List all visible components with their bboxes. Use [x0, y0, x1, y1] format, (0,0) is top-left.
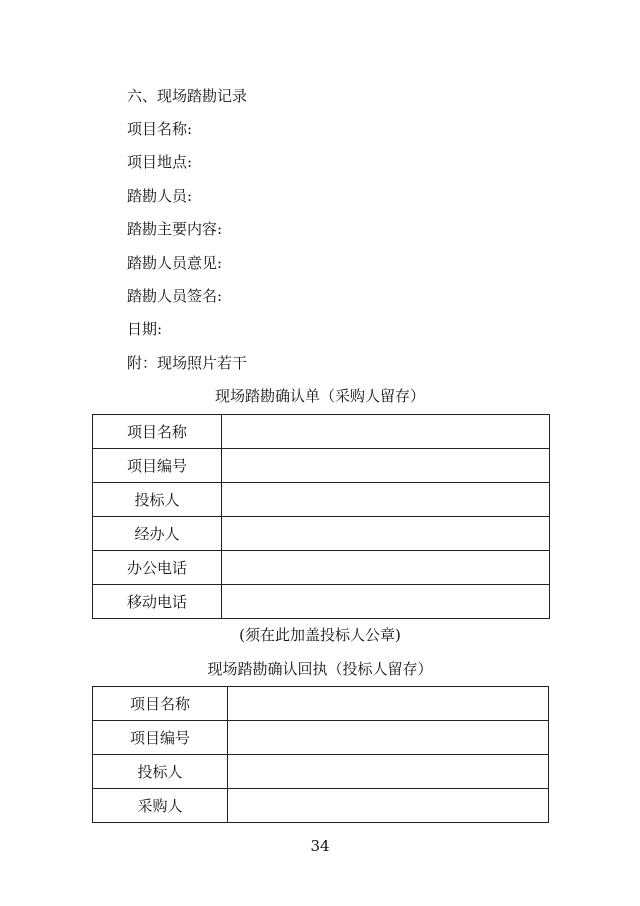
table-row — [93, 517, 550, 551]
table-row — [93, 721, 549, 755]
confirmation-form-title: 现场踏勘确认单（采购人留存） — [214, 387, 425, 405]
table-row — [93, 415, 550, 449]
field-survey-personnel: 踏勘人员: — [127, 187, 193, 205]
receipt-project-name-field[interactable] — [228, 687, 549, 721]
row-label: 办公电话 — [93, 551, 222, 585]
table-row — [93, 789, 549, 823]
office-phone-field[interactable] — [222, 551, 550, 585]
row-label: 采购人 — [93, 789, 228, 823]
confirmation-form-table — [92, 414, 550, 619]
seal-note: (须在此加盖投标人公章) — [239, 626, 401, 644]
table-row — [93, 483, 550, 517]
project-name-field[interactable] — [222, 415, 550, 449]
receipt-purchaser-field[interactable] — [228, 789, 549, 823]
field-attachment: 附：现场照片若干 — [127, 354, 248, 372]
row-label: 经办人 — [93, 517, 222, 551]
row-label: 项目名称 — [93, 687, 228, 721]
receipt-form-table — [92, 686, 549, 823]
section-heading: 六、现场踏勘记录 — [127, 87, 248, 105]
field-personnel-signature: 踏勘人员签名: — [127, 287, 223, 305]
table-row — [93, 687, 549, 721]
row-label: 项目名称 — [93, 415, 222, 449]
field-date: 日期: — [127, 320, 163, 338]
page-number: 34 — [310, 837, 330, 855]
mobile-phone-field[interactable] — [222, 585, 550, 619]
table-row — [93, 755, 549, 789]
bidder-field[interactable] — [222, 483, 550, 517]
table-row — [93, 585, 550, 619]
field-personnel-opinion: 踏勘人员意见: — [127, 254, 223, 272]
receipt-bidder-field[interactable] — [228, 755, 549, 789]
row-label: 移动电话 — [93, 585, 222, 619]
row-label: 项目编号 — [93, 449, 222, 483]
table-row — [93, 449, 550, 483]
table-row — [93, 551, 550, 585]
receipt-project-number-field[interactable] — [228, 721, 549, 755]
field-project-location: 项目地点: — [127, 153, 193, 171]
row-label: 投标人 — [93, 755, 228, 789]
handler-field[interactable] — [222, 517, 550, 551]
row-label: 项目编号 — [93, 721, 228, 755]
project-number-field[interactable] — [222, 449, 550, 483]
row-label: 投标人 — [93, 483, 222, 517]
field-survey-content: 踏勘主要内容: — [127, 220, 223, 238]
field-project-name: 项目名称: — [127, 120, 193, 138]
receipt-form-title: 现场踏勘确认回执（投标人留存） — [207, 660, 433, 678]
